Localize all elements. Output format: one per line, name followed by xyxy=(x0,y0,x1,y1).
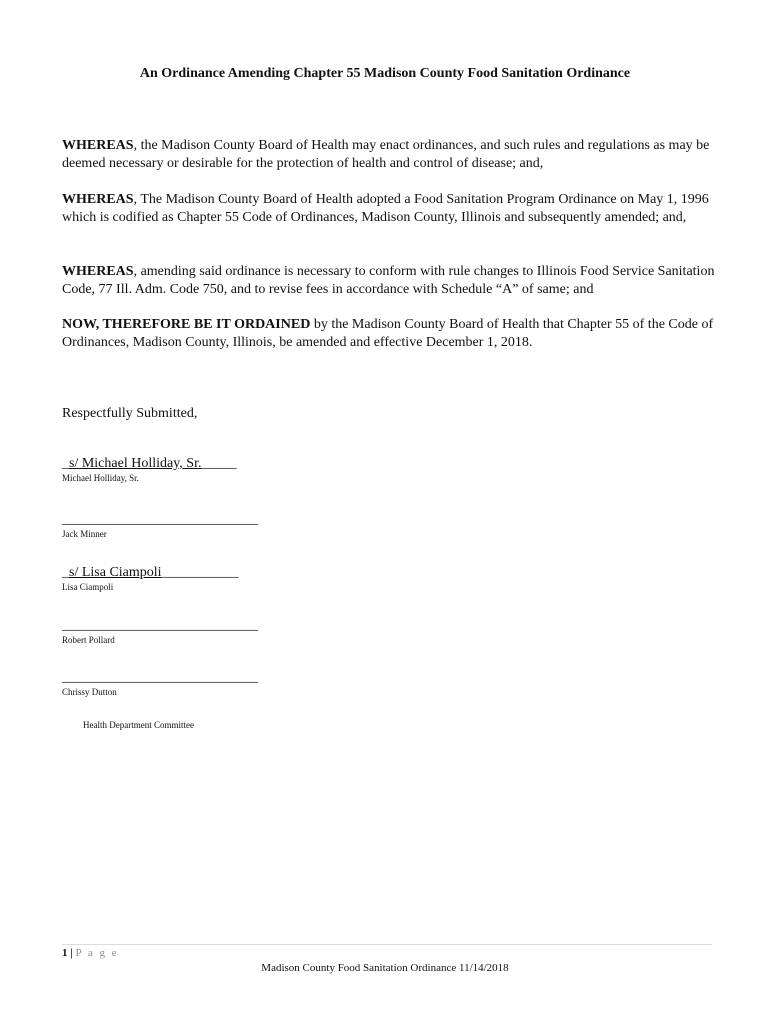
signature-block-lisa-ciampoli xyxy=(62,564,239,593)
signature-line: _s/ Michael Holliday, Sr._____ xyxy=(62,456,237,471)
paragraph-lead: WHEREAS xyxy=(62,264,134,279)
signature-block-robert-pollard xyxy=(62,617,258,646)
page-word: P a g e xyxy=(75,947,119,959)
paragraph-text: by the Madison County Board of Health that Chapter 55 of the Code of Ordinances, Madison County, Illinois, be amended and effective December 1, 2018. xyxy=(62,317,714,350)
closing-text: Respectfully Submitted, xyxy=(62,406,198,421)
signed-name: s/ Lisa Ciampoli xyxy=(69,565,162,580)
paragraph-text: , The Madison County Board of Health adopted a Food Sanitation Program Ordinance on May 1, 1996 which is codified as Chapter 55 Code of Ordinances, Madison County, Illinois and subsequently amended; and, xyxy=(62,192,709,225)
paragraph-lead: WHEREAS xyxy=(62,192,134,207)
signature-line: ____________________________ xyxy=(62,618,258,633)
signature-block-jack-minner xyxy=(62,511,258,540)
signature-line: _s/ Lisa Ciampoli___________ xyxy=(62,565,239,580)
paragraph-text: , the Madison County Board of Health may enact ordinances, and such rules and regulations as may be deemed necessary or desirable for the protection of health and control of disease; and, xyxy=(62,138,710,171)
page-number xyxy=(62,947,119,959)
signer-name: Lisa Ciampoli xyxy=(62,582,114,592)
signer-name: Michael Holliday, Sr. xyxy=(62,473,139,483)
signature-line: ____________________________ xyxy=(62,670,258,685)
signer-name: Jack Minner xyxy=(62,529,107,539)
signature-line: ____________________________ xyxy=(62,512,258,527)
paragraph-text: , amending said ordinance is necessary to conform with rule changes to Illinois Food Service Sanitation Code, 77 Ill. Adm. Code 750, and to revise fees in accordance with Schedule “A” of same; and xyxy=(62,264,715,297)
whereas-paragraph-1 xyxy=(62,137,722,173)
signer-name: Robert Pollard xyxy=(62,635,115,645)
paragraph-lead: WHEREAS xyxy=(62,138,134,153)
footer-divider xyxy=(62,944,712,945)
footer-text: Madison County Food Sanitation Ordinance 11/14/2018 xyxy=(261,962,509,974)
page-separator: | xyxy=(70,947,73,959)
whereas-paragraph-2 xyxy=(62,191,722,227)
whereas-paragraph-3 xyxy=(62,263,722,299)
document-title: An Ordinance Amending Chapter 55 Madison County Food Sanitation Ordinance xyxy=(139,66,631,81)
signature-block-chrissy-dutton xyxy=(62,669,258,698)
signed-name: s/ Michael Holliday, Sr. xyxy=(69,456,202,471)
paragraph-lead: NOW, THEREFORE BE IT ORDAINED xyxy=(62,317,311,332)
committee-label: Health Department Committee xyxy=(83,720,194,730)
signer-name: Chrissy Dutton xyxy=(62,687,117,697)
signature-block-michael-holliday xyxy=(62,455,236,484)
page-number-value: 1 xyxy=(62,947,68,959)
ordained-paragraph xyxy=(62,316,722,352)
